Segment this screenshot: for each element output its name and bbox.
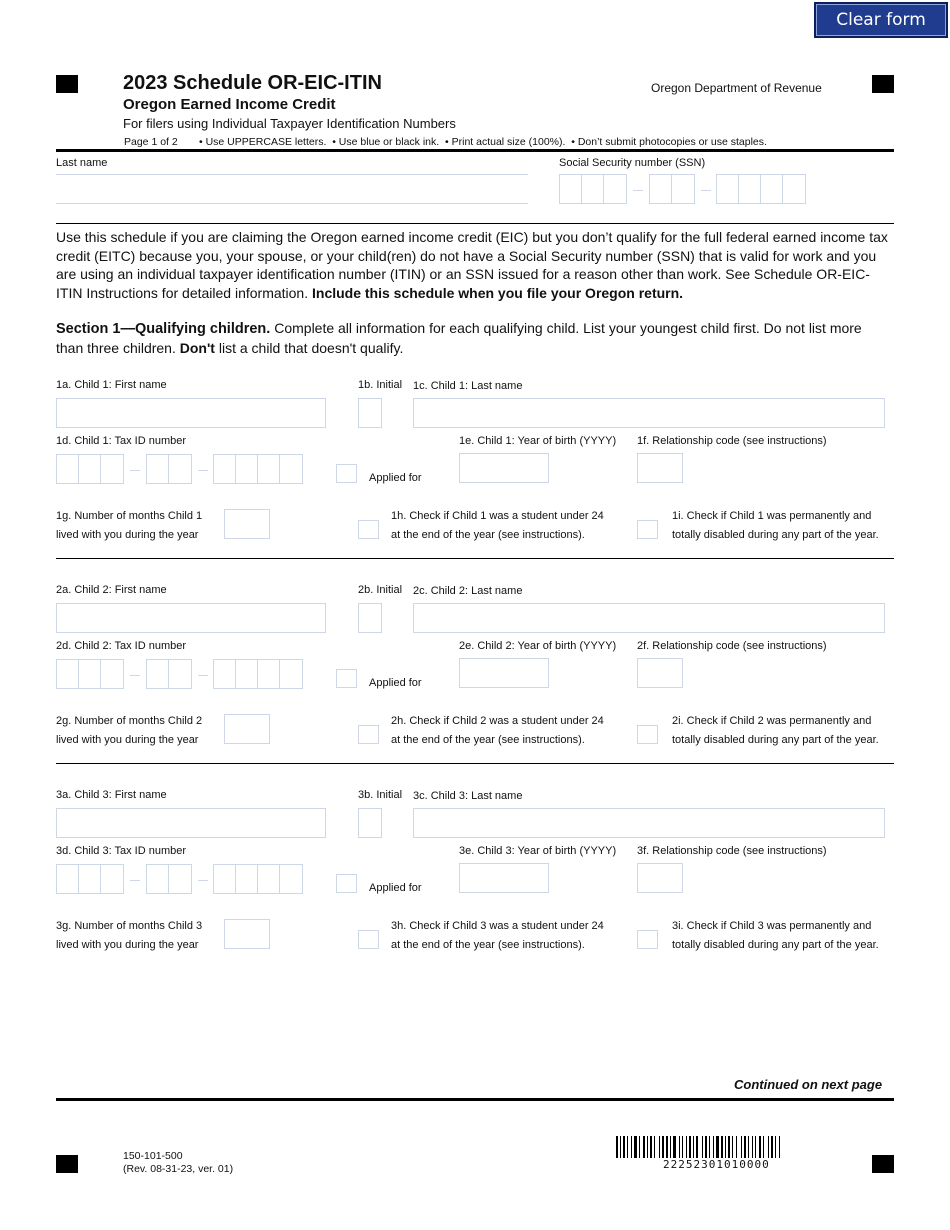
barcode-bar — [748, 1136, 749, 1158]
child-3-disabled-label: 3i. Check if Child 3 was permanently and — [672, 920, 872, 932]
child-3-relationship-label: 3f. Relationship code (see instructions) — [637, 845, 827, 857]
barcode-bar — [721, 1136, 723, 1158]
child-2-applied-for-checkbox[interactable] — [336, 669, 357, 688]
child-divider — [56, 763, 894, 764]
barcode-bar — [662, 1136, 664, 1158]
child-divider — [56, 558, 894, 559]
child-3-months-field[interactable] — [224, 919, 270, 949]
child-3-initial-field[interactable] — [358, 808, 382, 838]
child-1-year-of-birth-field[interactable] — [459, 453, 549, 483]
child-2-tax-id-part-3[interactable] — [213, 659, 303, 689]
child-2-months-field[interactable] — [224, 714, 270, 744]
child-2-last-name-field[interactable] — [413, 603, 885, 633]
form-instructions: • Use UPPERCASE letters. • Use blue or black ink. • Print actual size (100%). • Don’t submit photocopies or use staples. — [199, 136, 767, 148]
child-2-first-name-field[interactable] — [56, 603, 326, 633]
barcode-bar — [639, 1136, 640, 1158]
child-2-tax-id-part-2[interactable] — [146, 659, 192, 689]
child-1-last-name-label: 1c. Child 1: Last name — [413, 380, 523, 392]
barcode-bar — [616, 1136, 618, 1158]
child-2-relationship-label: 2f. Relationship code (see instructions) — [637, 640, 827, 652]
form-subtitle: Oregon Earned Income Credit — [123, 96, 336, 113]
child-3-months-label-2: lived with you during the year — [56, 939, 199, 951]
registration-mark-top-left — [56, 75, 78, 93]
child-2-disabled-label-2: totally disabled during any part of the year. — [672, 734, 879, 746]
barcode-bar — [682, 1136, 683, 1158]
child-1-months-label-2: lived with you during the year — [56, 529, 199, 541]
child-2-student-label-2: at the end of the year (see instructions). — [391, 734, 585, 746]
child-1-tax-id-label: 1d. Child 1: Tax ID number — [56, 435, 187, 447]
tax-id-dash — [130, 470, 140, 471]
child-1-applied-for-checkbox[interactable] — [336, 464, 357, 483]
barcode-bar — [643, 1136, 645, 1158]
tax-id-dash — [198, 470, 208, 471]
barcode-bar — [679, 1136, 680, 1158]
clear-form-button[interactable]: Clear form — [814, 2, 948, 38]
registration-mark-top-right — [872, 75, 894, 93]
ssn-field-part-1[interactable] — [559, 174, 627, 204]
barcode-bar — [771, 1136, 773, 1158]
child-3-applied-for-checkbox[interactable] — [336, 874, 357, 893]
child-2-disabled-checkbox[interactable] — [637, 725, 658, 744]
child-2-student-checkbox[interactable] — [358, 725, 379, 744]
barcode-bar — [689, 1136, 691, 1158]
child-2-student-label: 2h. Check if Child 2 was a student under 24 — [391, 715, 604, 727]
child-3-initial-label: 3b. Initial — [358, 789, 403, 801]
barcode-bar — [673, 1136, 676, 1158]
child-2-last-name-label: 2c. Child 2: Last name — [413, 585, 523, 597]
barcode-bar — [779, 1136, 780, 1158]
barcode-bar — [752, 1136, 753, 1158]
tax-id-dash — [130, 880, 140, 881]
barcode-bar — [654, 1136, 655, 1158]
continued-notice: Continued on next page — [734, 1077, 883, 1092]
divider — [56, 223, 894, 224]
child-1-disabled-checkbox[interactable] — [637, 520, 658, 539]
header-rule — [56, 149, 894, 152]
child-3-disabled-label-2: totally disabled during any part of the year. — [672, 939, 879, 951]
ssn-field-part-2[interactable] — [649, 174, 695, 204]
child-2-initial-field[interactable] — [358, 603, 382, 633]
barcode-bar — [759, 1136, 761, 1158]
barcode-bar — [716, 1136, 719, 1158]
child-1-first-name-label: 1a. Child 1: First name — [56, 379, 167, 391]
tax-id-dash — [198, 675, 208, 676]
form-revision: (Rev. 08-31-23, ver. 01) — [123, 1163, 234, 1175]
child-3-tax-id-part-3[interactable] — [213, 864, 303, 894]
barcode-bar — [693, 1136, 694, 1158]
barcode-bar — [627, 1136, 628, 1158]
child-3-months-label: 3g. Number of months Child 3 — [56, 920, 203, 932]
intro-paragraph: Use this schedule if you are claiming the Oregon earned income credit (EIC) but you don’t qualify for the full federal earned income tax credit (EITC) because you, your spouse, or your child(ren) do not have a Social Security number (SSN) that is valid for work and you are using an individual taxpayer identification number (ITIN) or an SSN issued for a reason other than work. See Schedule OR-EIC-ITIN Instructions for detailed information. Include this schedule when you file your Oregon return. — [56, 229, 888, 301]
child-2-year-of-birth-field[interactable] — [459, 658, 549, 688]
barcode-bar — [744, 1136, 746, 1158]
barcode-bar — [659, 1136, 660, 1158]
barcode-number: 22252301010000 — [663, 1158, 770, 1171]
section-1-intro: Section 1—Qualifying children. Complete all information for each qualifying child. List your youngest child first. Do not list more than three children. Don't list a child that doesn't qualify. — [56, 320, 862, 356]
barcode-bar — [696, 1136, 698, 1158]
barcode-bar — [709, 1136, 710, 1158]
barcode-bar — [686, 1136, 687, 1158]
last-name-field[interactable] — [56, 174, 528, 204]
barcode-bar — [741, 1136, 742, 1158]
child-1-tax-id-part-1[interactable] — [56, 454, 124, 484]
child-3-student-label-2: at the end of the year (see instructions). — [391, 939, 585, 951]
ssn-label: Social Security number (SSN) — [559, 157, 706, 169]
barcode-bar — [725, 1136, 726, 1158]
child-2-relationship-field[interactable] — [637, 658, 683, 688]
barcode-bar — [702, 1136, 703, 1158]
child-1-months-label: 1g. Number of months Child 1 — [56, 510, 203, 522]
agency-name: Oregon Department of Revenue — [651, 81, 822, 95]
child-3-disabled-checkbox[interactable] — [637, 930, 658, 949]
barcode-bar — [768, 1136, 769, 1158]
child-1-disabled-label-2: totally disabled during any part of the year. — [672, 529, 879, 541]
barcode-bar — [713, 1136, 714, 1158]
barcode-bar — [728, 1136, 730, 1158]
barcode-bar — [666, 1136, 668, 1158]
child-2-first-name-label: 2a. Child 2: First name — [56, 584, 167, 596]
section-1-heading: Section 1—Qualifying children. — [56, 321, 271, 337]
barcode — [616, 1136, 828, 1158]
barcode-bar — [705, 1136, 707, 1158]
child-1-tax-id-part-3[interactable] — [213, 454, 303, 484]
child-1-student-label-2: at the end of the year (see instructions). — [391, 529, 585, 541]
child-2-tax-id-label: 2d. Child 2: Tax ID number — [56, 640, 187, 652]
child-1-relationship-field[interactable] — [637, 453, 683, 483]
barcode-bar — [631, 1136, 632, 1158]
child-1-initial-field[interactable] — [358, 398, 382, 428]
child-1-months-field[interactable] — [224, 509, 270, 539]
child-1-student-checkbox[interactable] — [358, 520, 379, 539]
last-name-label: Last name — [56, 157, 108, 169]
child-1-first-name-field[interactable] — [56, 398, 326, 428]
child-1-student-label: 1h. Check if Child 1 was a student under 24 — [391, 510, 604, 522]
barcode-bar — [650, 1136, 652, 1158]
footer-rule — [56, 1098, 894, 1101]
child-3-tax-id-label: 3d. Child 3: Tax ID number — [56, 845, 187, 857]
child-1-year-of-birth-label: 1e. Child 1: Year of birth (YYYY) — [459, 435, 617, 447]
child-1-initial-label: 1b. Initial — [358, 379, 403, 391]
child-1-relationship-label: 1f. Relationship code (see instructions) — [637, 435, 827, 447]
child-3-relationship-field[interactable] — [637, 863, 683, 893]
child-3-first-name-label: 3a. Child 3: First name — [56, 789, 167, 801]
barcode-bar — [775, 1136, 776, 1158]
child-1-applied-for-label: Applied for — [369, 472, 422, 484]
barcode-bar — [620, 1136, 621, 1158]
child-2-year-of-birth-label: 2e. Child 2: Year of birth (YYYY) — [459, 640, 617, 652]
child-1-last-name-field[interactable] — [413, 398, 885, 428]
page-info: Page 1 of 2 — [124, 136, 178, 148]
barcode-bar — [763, 1136, 764, 1158]
barcode-bar — [623, 1136, 625, 1158]
child-3-year-of-birth-label: 3e. Child 3: Year of birth (YYYY) — [459, 845, 617, 857]
child-3-student-checkbox[interactable] — [358, 930, 379, 949]
ssn-dash — [701, 190, 711, 191]
barcode-bar — [647, 1136, 648, 1158]
child-3-last-name-field[interactable] — [413, 808, 885, 838]
form-number: 150-101-500 — [123, 1150, 183, 1162]
child-3-year-of-birth-field[interactable] — [459, 863, 549, 893]
registration-mark-bottom-left — [56, 1155, 78, 1173]
barcode-bar — [736, 1136, 737, 1158]
child-3-first-name-field[interactable] — [56, 808, 326, 838]
tax-id-dash — [130, 675, 140, 676]
barcode-bar — [755, 1136, 756, 1158]
tax-id-dash — [198, 880, 208, 881]
form-subtitle-2: For filers using Individual Taxpayer Identification Numbers — [123, 116, 456, 131]
child-3-student-label: 3h. Check if Child 3 was a student under 24 — [391, 920, 604, 932]
child-3-last-name-label: 3c. Child 3: Last name — [413, 790, 523, 802]
child-3-tax-id-part-2[interactable] — [146, 864, 192, 894]
child-2-disabled-label: 2i. Check if Child 2 was permanently and — [672, 715, 872, 727]
child-1-disabled-label: 1i. Check if Child 1 was permanently and — [672, 510, 872, 522]
barcode-bar — [634, 1136, 637, 1158]
ssn-dash — [633, 190, 643, 191]
child-2-tax-id-part-1[interactable] — [56, 659, 124, 689]
child-1-tax-id-part-2[interactable] — [146, 454, 192, 484]
registration-mark-bottom-right — [872, 1155, 894, 1173]
barcode-bar — [732, 1136, 733, 1158]
child-2-applied-for-label: Applied for — [369, 677, 422, 689]
ssn-field-part-3[interactable] — [716, 174, 806, 204]
child-3-tax-id-part-1[interactable] — [56, 864, 124, 894]
child-2-months-label-2: lived with you during the year — [56, 734, 199, 746]
child-2-initial-label: 2b. Initial — [358, 584, 403, 596]
barcode-bar — [670, 1136, 671, 1158]
form-title: 2023 Schedule OR-EIC-ITIN — [123, 72, 382, 94]
child-3-applied-for-label: Applied for — [369, 882, 422, 894]
child-2-months-label: 2g. Number of months Child 2 — [56, 715, 203, 727]
